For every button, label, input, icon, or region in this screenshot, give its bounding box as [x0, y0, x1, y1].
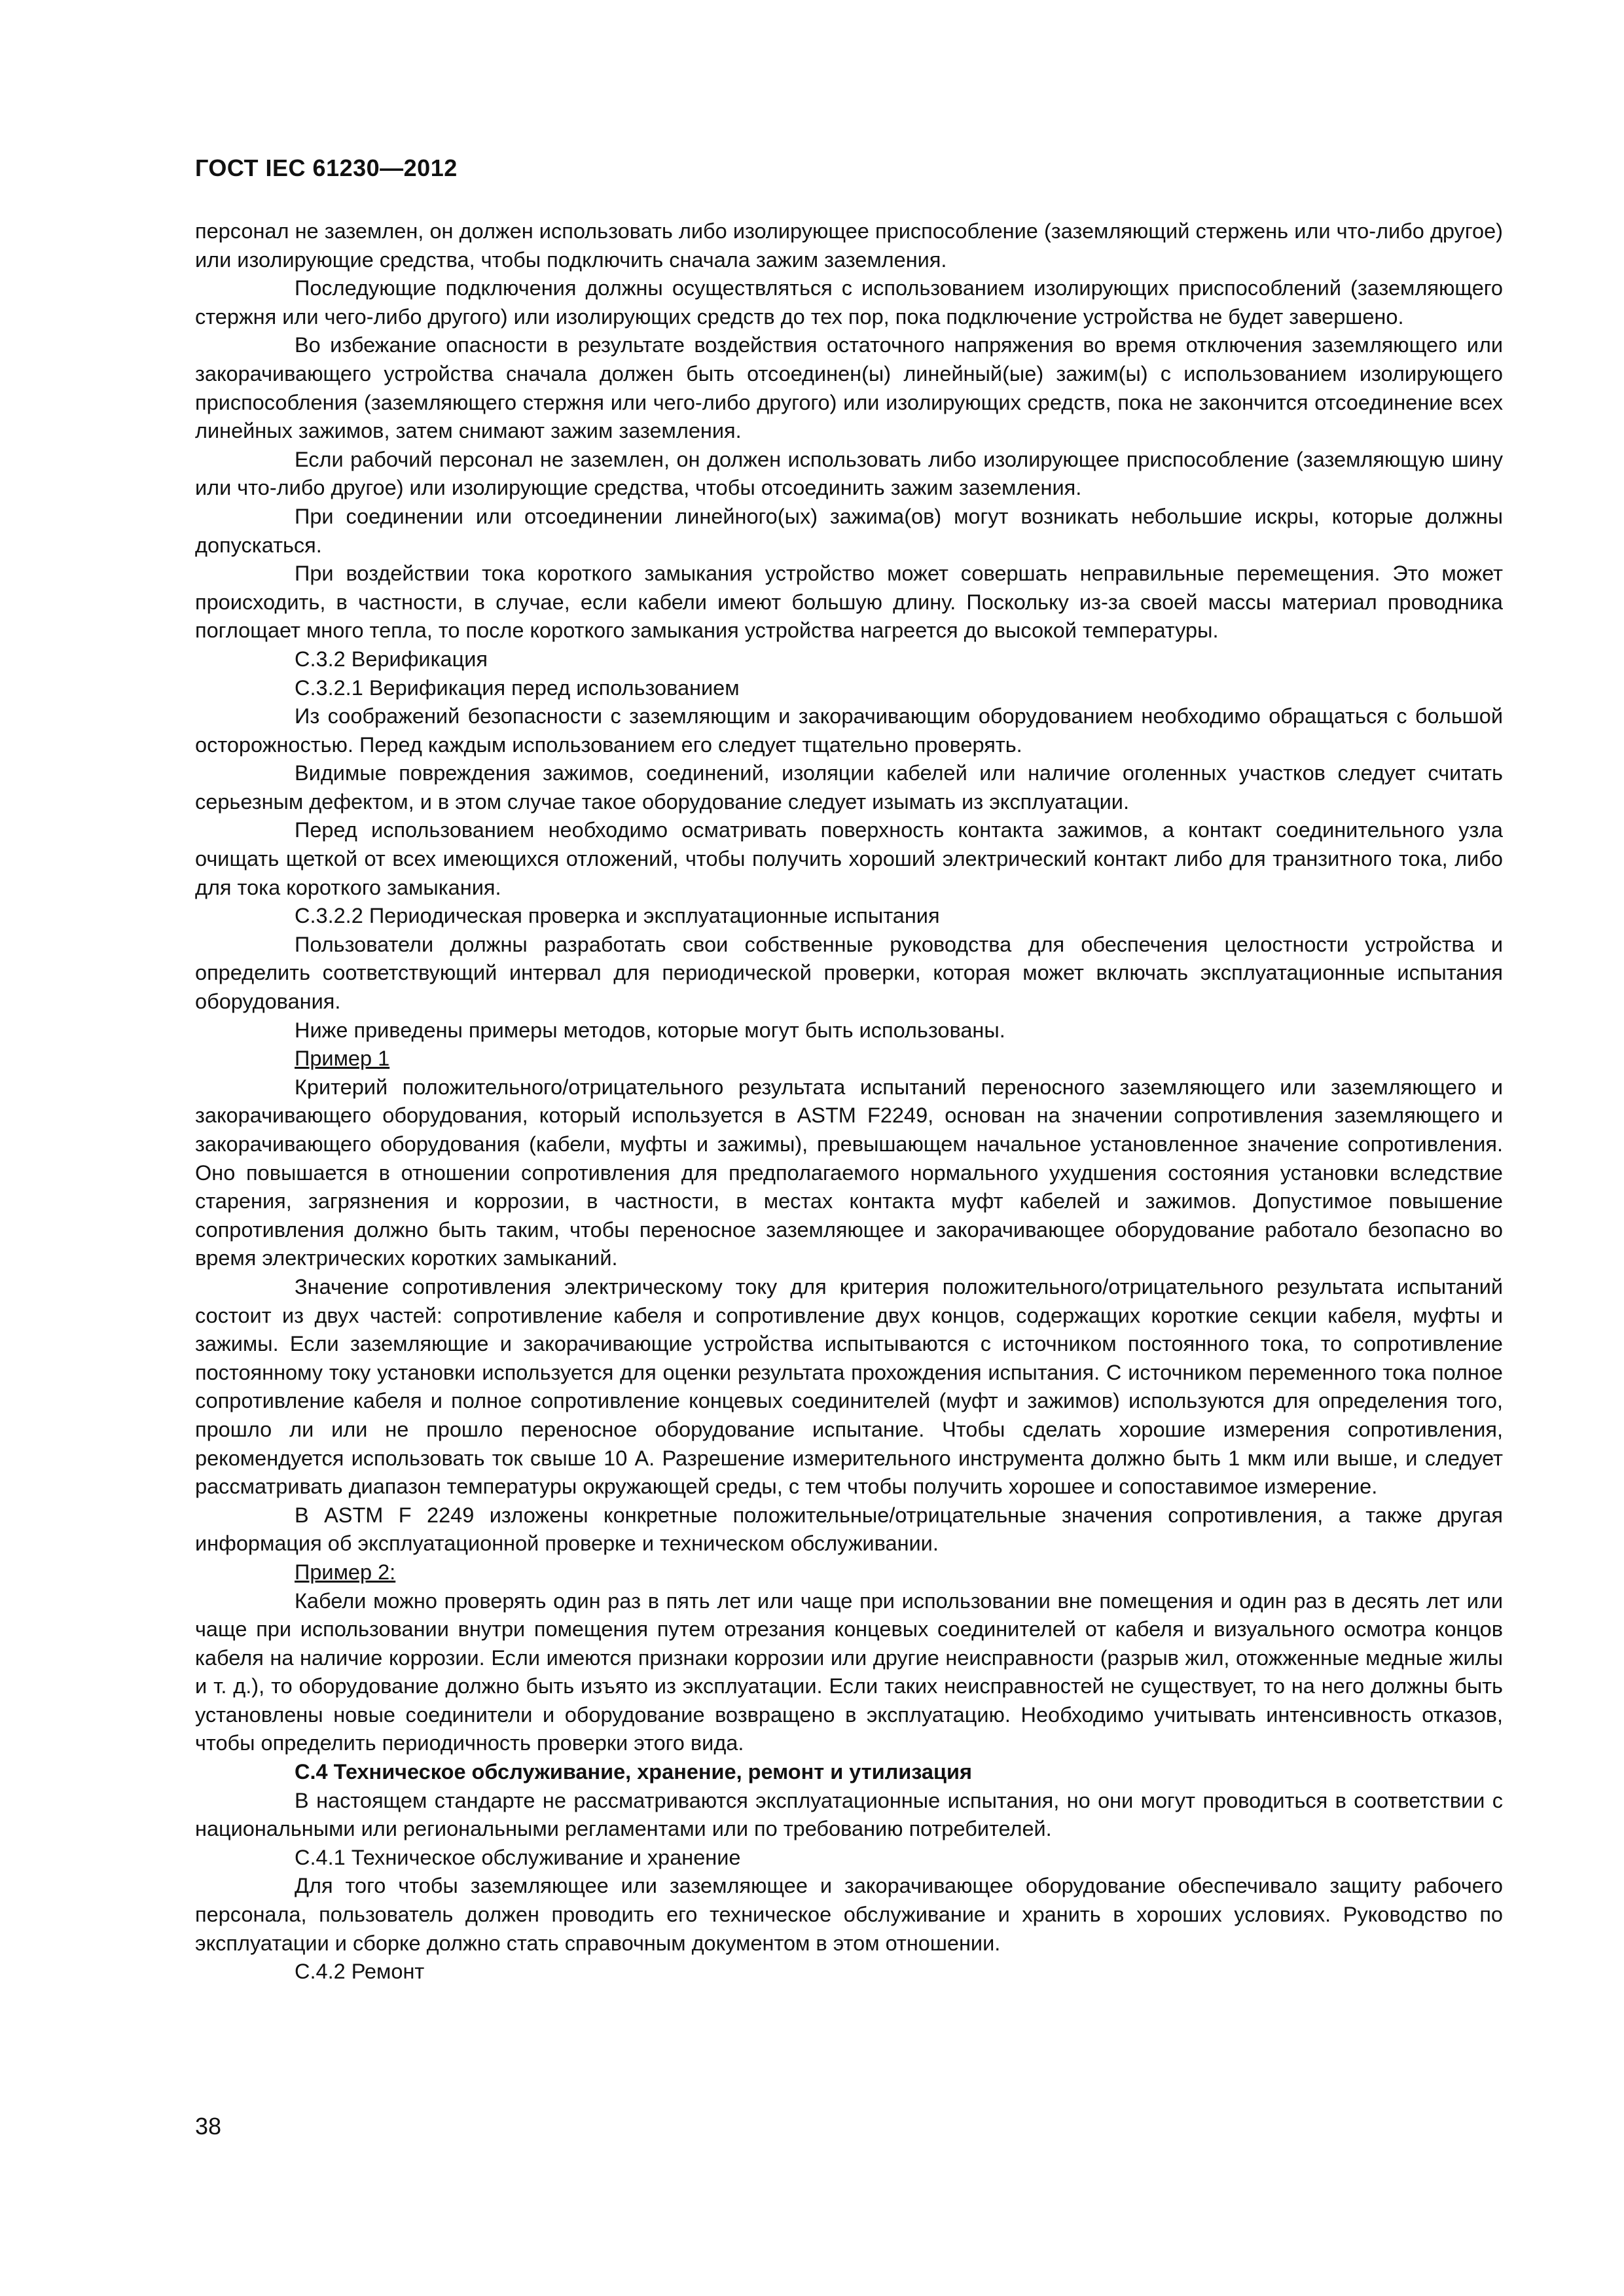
document-header: ГОСТ IEC 61230—2012: [195, 154, 458, 181]
paragraph: Перед использованием необходимо осматривать поверхность контакта зажимов, а контакт соединительного узла очищать щеткой от всех имеющихся отложений, чтобы получить хороший электрический контакт либо для транзитного тока, либо для тока короткого замыкания.: [195, 818, 1503, 899]
example-label: [195, 1558, 1503, 1587]
section-heading: С.4.2 Ремонт: [295, 1960, 425, 1984]
paragraph: Для того чтобы заземляющее или заземляющее и закорачивающее оборудование обеспечивало защиту рабочего персонала, пользователь должен проводить его техническое обслуживание и хранить в хороших условиях. Руководство по эксплуатации и сборке должно стать справочным документом в этом отношении.: [195, 1874, 1503, 1955]
paragraph: Пользователи должны разработать свои собственные руководства для обеспечения целостности устройства и определить соответствующий интервал для периодической проверки, которая может включать эксплуатационные испытания оборудования.: [195, 932, 1503, 1014]
section-heading: С.3.2 Верификация: [295, 647, 488, 671]
section-heading: С.3.2.1 Верификация перед использованием: [295, 675, 740, 700]
paragraph: Из соображений безопасности с заземляющим и закорачивающим оборудованием необходимо обращаться с большой осторожностью. Перед каждым использованием его следует тщательно проверять.: [195, 704, 1503, 757]
paragraph: При соединении или отсоединении линейного(ых) зажима(ов) могут возникать небольшие искры, которые должны допускаться.: [195, 504, 1503, 557]
section-heading-bold: С.4 Техническое обслуживание, хранение, ремонт и утилизация: [295, 1760, 972, 1784]
example-label-text: Пример 1: [295, 1047, 390, 1071]
paragraph: Значение сопротивления электрическому току для критерия положительного/отрицательного результата испытаний состоит из двух частей: сопротивление кабеля и сопротивление двух концов, содержащих короткие секции кабеля, муфты и зажимы. Если заземляющие и закорачивающие устройства испытываются с источником постоянного тока, то сопротивление постоянному току установки используется для оценки результата прохождения испытания. С источником переменного тока полное сопротивление кабеля и полное сопротивление концевых соединителей (муфт и зажимов) используются для определения того, прошло ли или не прошло переносное оборудование испытание. Чтобы сделать хорошие измерения сопротивления, рекомендуется использовать ток свыше 10 А. Разрешение измерительного инструмента должно быть 1 мкм или выше, и следует рассматривать диапазон температуры окружающей среды, с тем чтобы получить хорошее и сопоставимое измерение.: [195, 1274, 1503, 1499]
paragraph: Видимые повреждения зажимов, соединений, изоляции кабелей или наличие оголенных участков следует считать серьезным дефектом, и в этом случае такое оборудование следует изымать из эксплуатации.: [195, 761, 1503, 814]
paragraph: Критерий положительного/отрицательного результата испытаний переносного заземляющего или заземляющего и закорачивающего оборудования, который используется в ASTM F2249, основан на значении сопротивления заземляющего и закорачивающего оборудования (кабели, муфты и зажимы), превышающем начальное установленное значение сопротивления. Оно повышается в отношении сопротивления для предполагаемого нормального ухудшения состояния установки вследствие старения, загрязнения и коррозии, в частности, в местах контакта муфт кабелей и зажимов. Допустимое повышение сопротивления должно быть таким, чтобы переносное заземляющее и закорачивающее оборудование работало безопасно во время электрических коротких замыканий.: [195, 1075, 1503, 1270]
paragraph: В ASTM F 2249 изложены конкретные положительные/отрицательные значения сопротивления, а также другая информация об эксплуатационной проверке и техническом обслуживании.: [195, 1503, 1503, 1556]
example-label-text: Пример 2:: [295, 1560, 396, 1584]
section-heading: С.4.1 Техническое обслуживание и хранение: [295, 1845, 741, 1869]
paragraph: Последующие подключения должны осуществляться с использованием изолирующих приспособлений (заземляющего стержня или чего-либо другого) или изолирующих средств до тех пор, пока подключение устройства не будет завершено.: [195, 276, 1503, 329]
paragraph: персонал не заземлен, он должен использовать либо изолирующее приспособление (заземляющий стержень или что-либо другое) или изолирующие средства, чтобы подключить сначала зажим заземления.: [195, 219, 1503, 272]
paragraph: Во избежание опасности в результате воздействия остаточного напряжения во время отключения заземляющего или закорачивающего устройства сначала должен быть отсоединен(ы) линейный(ые) зажим(ы) с использованием изолирующего приспособления (заземляющего стержня или чего-либо другого) или изолирующих средств, пока не закончится отсоединение всех линейных зажимов, затем снимают зажим заземления.: [195, 333, 1503, 443]
paragraph: Кабели можно проверять один раз в пять лет или чаще при использовании вне помещения и один раз в десять лет или чаще при использовании внутри помещения путем отрезания концевых соединителей от кабеля и визуального осмотра концов кабеля на наличие коррозии. Если имеются признаки коррозии или другие неисправности (разрыв жил, отожженные медные жилы и т. д.), то оборудование должно быть изъято из эксплуатации. Если таких неисправностей не существует, то на него должны быть установлены новые соединители и оборудование возвращено в эксплуатацию. Необходимо учитывать интенсивность отказов, чтобы определить периодичность проверки этого вида.: [195, 1588, 1503, 1755]
section-heading: С.3.2.2 Периодическая проверка и эксплуатационные испытания: [295, 904, 940, 928]
paragraph: Если рабочий персонал не заземлен, он должен использовать либо изолирующее приспособление (заземляющую шину или что-либо другое) или изолирующие средства, чтобы отсоединить зажим заземления.: [195, 447, 1503, 500]
paragraph: В настоящем стандарте не рассматриваются эксплуатационные испытания, но они могут проводиться в соответствии с национальными или региональными регламентами или по требованию потребителей.: [195, 1788, 1503, 1841]
paragraph: Ниже приведены примеры методов, которые могут быть использованы.: [295, 1018, 1005, 1042]
page-number: 38: [195, 2113, 222, 2140]
example-label: [195, 1045, 1503, 1073]
body-text: [195, 217, 1503, 1986]
paragraph: При воздействии тока короткого замыкания устройство может совершать неправильные перемещения. Это может происходить, в частности, в случае, если кабели имеют большую длину. Поскольку из-за своей массы материал проводника поглощает много тепла, то после короткого замыкания устройства нагреется до высокой температуры.: [195, 562, 1503, 643]
